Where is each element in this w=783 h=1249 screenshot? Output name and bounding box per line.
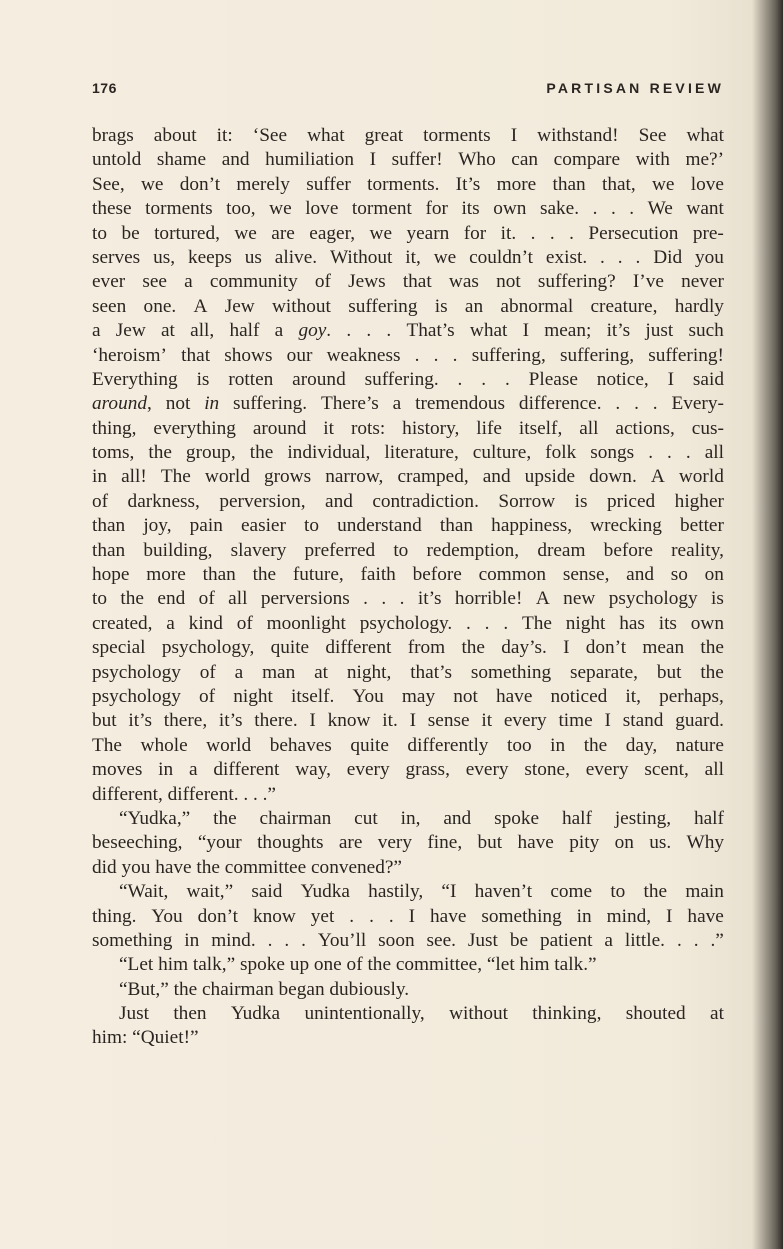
text-line: “Yudka,” the chairman cut in, and spoke half jesting, half [119,807,724,829]
text-line: beseeching, “your thoughts are very fine, but have pity on us. Why [92,832,724,854]
text-line: untold shame and humiliation I suffer! Who can compare with me?’ [92,149,724,171]
text-line: psychology of a man at night, that’s something separate, but the [92,661,724,683]
text-line: him: “Quiet!” [92,1027,199,1049]
text-line: of darkness, perversion, and contradiction. Sorrow is priced higher [92,490,724,512]
text-line: psychology of night itself. You may not have noticed it, perhaps, [92,685,724,707]
text-line: in all! The world grows narrow, cramped, and upside down. A world [92,466,724,488]
text-line: something in mind. . . . You’ll soon see. Just be patient a little. . . .” [92,929,724,951]
text-line: “But,” the chairman began dubiously. [119,978,410,1000]
text-line: seen one. A Jew without suffering is an abnormal creature, hardly [92,295,724,317]
text-line: a Jew at all, half a goy. . . . That’s what I mean; it’s just such [92,320,724,342]
text-line: created, a kind of moonlight psychology. . . . The night has its own [92,612,724,634]
text-line: ‘heroism’ that shows our weakness . . . suffering, suffering, suffering! [92,344,724,366]
text-line: around, not in suffering. There’s a tremendous difference. . . . Every- [92,393,724,415]
text-line: these torments too, we love torment for its own sake. . . . We want [92,198,724,220]
text-line: toms, the group, the individual, literature, culture, folk songs . . . all [92,442,724,464]
text-line: special psychology, quite different from the day’s. I don’t mean the [92,637,724,659]
text-line: brags about it: ‘See what great torments I withstand! See what [92,125,724,146]
text-line: serves us, keeps us alive. Without it, we couldn’t exist. . . . Did you [92,246,724,268]
text-line: than building, slavery preferred to redemption, dream before reality, [92,539,724,561]
body-text [92,124,724,1051]
text-line: “Wait, wait,” said Yudka hastily, “I haven’t come to the main [119,881,724,903]
text-line: did you have the committee convened?” [92,856,402,878]
text-line: but it’s there, it’s there. I know it. I sense it every time I stand guard. [92,710,724,732]
text-line: ever see a community of Jews that was not suffering? I’ve never [92,271,724,293]
text-line: thing. You don’t know yet . . . I have something in mind, I have [92,905,724,927]
running-head: PARTISAN REVIEW [546,80,724,96]
text-line: See, we don’t merely suffer torments. It’s more than that, we love [92,173,724,195]
text-line: Everything is rotten around suffering. . . . Please notice, I said [92,368,724,390]
page-header [92,80,724,102]
text-line: “Let him talk,” spoke up one of the committee, “let him talk.” [119,954,597,976]
text-line: hope more than the future, faith before common sense, and so on [92,564,724,586]
text-line: moves in a different way, every grass, every stone, every scent, all [92,759,724,781]
text-line: Just then Yudka unintentionally, without thinking, shouted at [119,1003,724,1025]
text-line: different, different. . . .” [92,783,276,805]
text-line: thing, everything around it rots: history, life itself, all actions, cus- [92,417,724,439]
text-line: The whole world behaves quite differently too in the day, nature [92,734,724,756]
text-line: to be tortured, we are eager, we yearn for it. . . . Persecution pre- [92,222,724,244]
page-number: 176 [92,80,117,96]
text-line: to the end of all perversions . . . it’s horrible! A new psychology is [92,588,724,610]
text-line: than joy, pain easier to understand than happiness, wrecking better [92,515,724,537]
